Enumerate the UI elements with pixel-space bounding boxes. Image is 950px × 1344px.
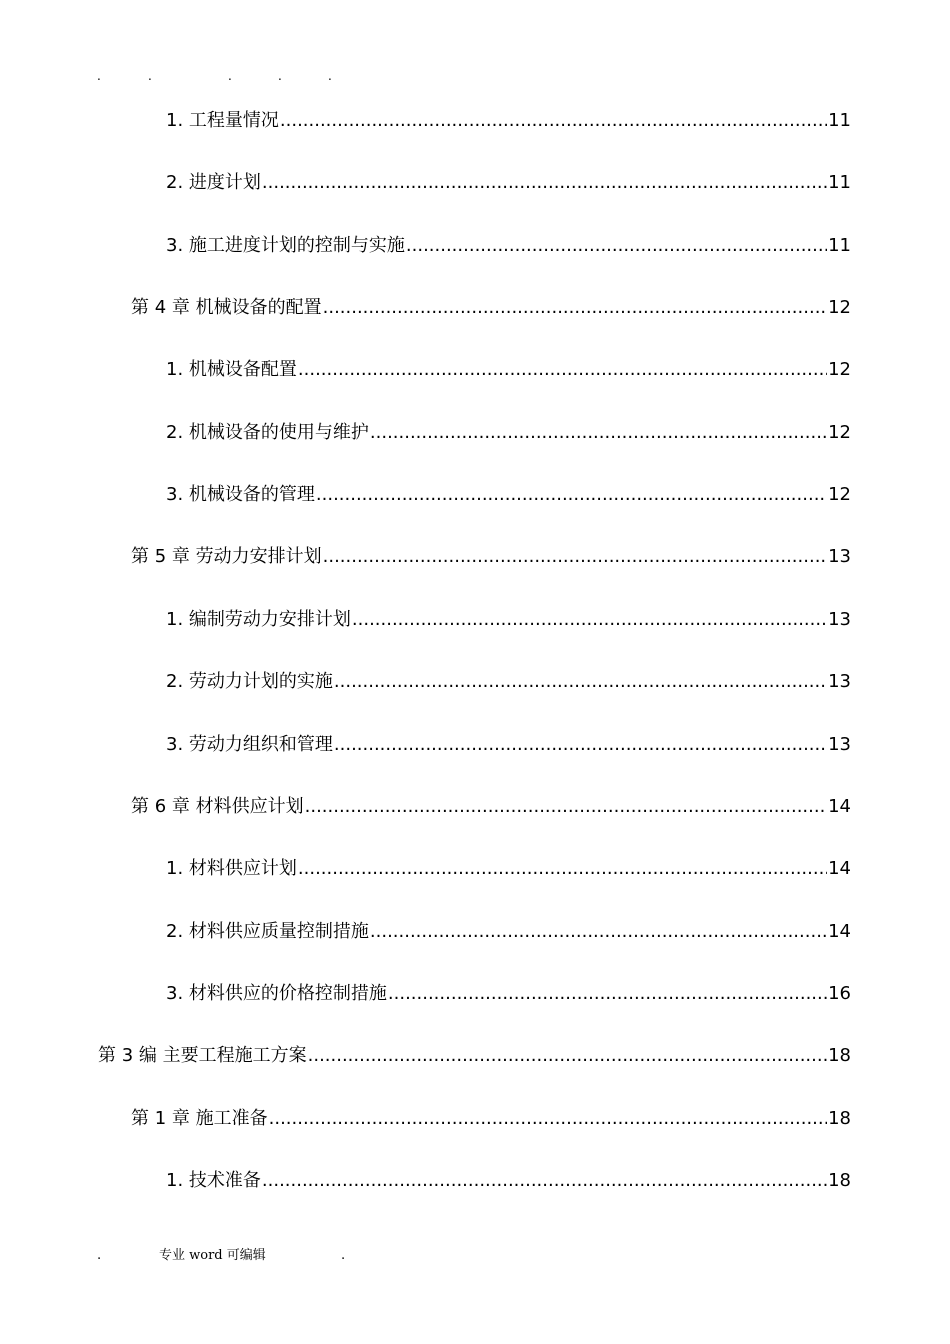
toc-entry-label: 3. 施工进度计划的控制与实施	[166, 234, 405, 256]
toc-dot-leader	[334, 667, 827, 697]
toc-entry[interactable]	[166, 917, 851, 947]
toc-entry[interactable]	[166, 418, 851, 448]
toc-entry-page-number: 14	[828, 858, 851, 880]
toc-dot-leader	[406, 231, 827, 261]
toc-entry-label: 1. 机械设备配置	[166, 359, 297, 381]
toc-entry[interactable]	[131, 293, 851, 323]
toc-dot-leader	[323, 542, 827, 572]
toc-entry[interactable]	[98, 1041, 851, 1071]
header-dot: .	[97, 69, 101, 83]
toc-entry-label: 2. 材料供应质量控制措施	[166, 920, 369, 942]
toc-entry[interactable]	[166, 730, 851, 760]
toc-entry[interactable]	[166, 667, 851, 697]
toc-dot-leader	[298, 355, 827, 385]
toc-dot-leader	[388, 979, 827, 1009]
toc-entry-page-number: 12	[828, 297, 851, 319]
header-dot: .	[228, 69, 232, 83]
toc-entry[interactable]	[166, 106, 851, 136]
toc-entry-page-number: 11	[828, 234, 851, 256]
toc-entry-page-number: 12	[828, 421, 851, 443]
toc-entry-label: 2. 进度计划	[166, 172, 261, 194]
toc-entry-label: 1. 编制劳动力安排计划	[166, 608, 351, 630]
toc-entry-label: 第 4 章 机械设备的配置	[131, 297, 322, 319]
toc-entry-label: 3. 机械设备的管理	[166, 484, 315, 506]
toc-entry-page-number: 18	[828, 1045, 851, 1067]
toc-entry[interactable]	[166, 355, 851, 385]
toc-entry[interactable]	[166, 480, 851, 510]
toc-entry-label: 第 3 编 主要工程施工方案	[98, 1045, 307, 1067]
toc-dot-leader	[262, 1166, 827, 1196]
toc-entry-label: 1. 材料供应计划	[166, 858, 297, 880]
toc-entry-label: 1. 工程量情况	[166, 110, 279, 131]
footer-text: 专业 word 可编辑	[159, 1248, 266, 1263]
header-dot: .	[278, 69, 282, 83]
toc-entry-page-number: 13	[828, 546, 851, 568]
toc-dot-leader	[323, 293, 827, 323]
footer-dot-left: .	[97, 1248, 102, 1263]
toc-entry-page-number: 14	[828, 920, 851, 942]
toc-dot-leader	[262, 168, 827, 198]
toc-entry-label: 2. 劳动力计划的实施	[166, 671, 333, 693]
toc-entry-label: 第 6 章 材料供应计划	[131, 795, 304, 817]
toc-entry[interactable]	[166, 231, 851, 261]
toc-entry-label: 3. 劳动力组织和管理	[166, 733, 333, 755]
toc-entry[interactable]	[166, 979, 851, 1009]
toc-dot-leader	[305, 792, 827, 822]
toc-entry[interactable]	[166, 1166, 851, 1196]
toc-entry[interactable]	[166, 168, 851, 198]
toc-entry-label: 第 1 章 施工准备	[131, 1107, 268, 1129]
toc-entry[interactable]	[166, 605, 851, 635]
header-dot: .	[148, 69, 152, 83]
toc-entry-label: 3. 材料供应的价格控制措施	[166, 982, 387, 1004]
toc-entry-page-number: 13	[828, 608, 851, 630]
toc-entry[interactable]	[166, 854, 851, 884]
toc-entry-page-number: 14	[828, 795, 851, 817]
toc-dot-leader	[316, 480, 827, 510]
header-dot: .	[328, 69, 332, 83]
toc-dot-leader	[308, 1041, 827, 1071]
toc-entry[interactable]	[131, 542, 851, 572]
toc-entry-page-number: 18	[828, 1169, 851, 1191]
toc-entry[interactable]	[131, 792, 851, 822]
footer-dot-right: .	[341, 1248, 346, 1263]
toc-entry-page-number: 12	[828, 359, 851, 381]
toc-dot-leader	[370, 418, 827, 448]
toc-entry-page-number: 18	[828, 1107, 851, 1129]
toc-entry-page-number: 16	[828, 982, 851, 1004]
toc-dot-leader	[280, 106, 827, 136]
toc-dot-leader	[298, 854, 827, 884]
toc-dot-leader	[334, 730, 827, 760]
toc-entry-page-number: 11	[828, 110, 851, 131]
toc-entry-label: 第 5 章 劳动力安排计划	[131, 546, 322, 568]
toc-entry-page-number: 13	[828, 671, 851, 693]
toc-entry[interactable]	[131, 1104, 851, 1134]
page-footer	[95, 1246, 395, 1266]
toc-entry-page-number: 12	[828, 484, 851, 506]
toc-entry-label: 1. 技术准备	[166, 1169, 261, 1191]
toc-dot-leader	[352, 605, 827, 635]
toc-entry-label: 2. 机械设备的使用与维护	[166, 421, 369, 443]
toc-dot-leader	[370, 917, 827, 947]
toc-dot-leader	[269, 1104, 827, 1134]
toc-entry-page-number: 11	[828, 172, 851, 194]
toc-entry-page-number: 13	[828, 733, 851, 755]
page-header-dots	[95, 68, 355, 84]
